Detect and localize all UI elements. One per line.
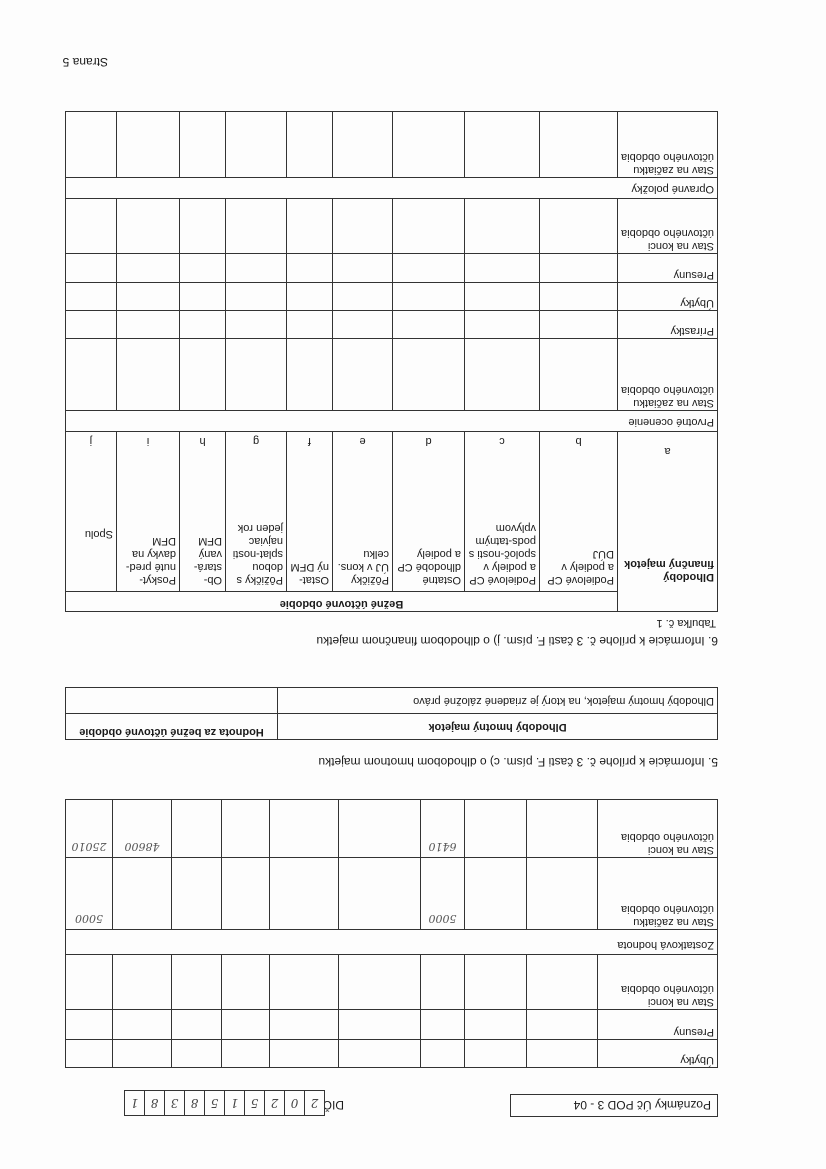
value-cell[interactable]: 25010 bbox=[66, 800, 113, 858]
value-cell[interactable] bbox=[270, 955, 339, 1010]
value-cell[interactable] bbox=[540, 199, 618, 254]
value-cell[interactable] bbox=[465, 858, 527, 930]
value-cell[interactable] bbox=[393, 199, 465, 254]
value-cell[interactable] bbox=[287, 339, 333, 411]
value-cell[interactable] bbox=[180, 112, 226, 178]
value-cell[interactable] bbox=[287, 199, 333, 254]
col-header-c bbox=[465, 432, 540, 592]
table-row bbox=[65, 283, 717, 311]
value-cell[interactable] bbox=[287, 311, 333, 339]
col-header-label: Ostat-ný DFM bbox=[290, 561, 329, 586]
value-cell[interactable] bbox=[180, 254, 226, 283]
col-header-label: Ob-stará-vaný DFM bbox=[193, 535, 222, 586]
dic-digit[interactable]: 3 bbox=[164, 1091, 184, 1115]
value-cell[interactable] bbox=[65, 254, 116, 283]
value-cell[interactable] bbox=[527, 1040, 598, 1068]
dic-label: DIČ bbox=[323, 1098, 344, 1112]
row-label: Stav na konci účtovného obdobia bbox=[618, 199, 718, 254]
value-cell[interactable] bbox=[465, 254, 540, 283]
value-cell[interactable] bbox=[333, 339, 393, 411]
value-cell[interactable] bbox=[527, 858, 598, 930]
row-label: Stav na začiatku účtovného obdobia bbox=[598, 858, 718, 930]
section5-title: 5. Informácie k prílohe č. 3 časti F. písm. c) o dlhodobom hmotnom majetku bbox=[318, 755, 718, 769]
col-letter: i bbox=[146, 435, 150, 447]
row-label: Presuny bbox=[598, 1010, 718, 1040]
value-cell[interactable] bbox=[117, 339, 180, 411]
value-cell[interactable] bbox=[65, 112, 116, 178]
col-header-h bbox=[180, 432, 226, 592]
value-cell[interactable] bbox=[339, 858, 421, 930]
value-cell[interactable] bbox=[180, 311, 226, 339]
value-cell[interactable] bbox=[339, 955, 421, 1010]
value-cell[interactable] bbox=[117, 199, 180, 254]
col-letter: b bbox=[575, 435, 582, 447]
value-cell[interactable] bbox=[226, 311, 287, 339]
value-cell[interactable] bbox=[333, 254, 393, 283]
value-cell[interactable] bbox=[465, 199, 540, 254]
col-letter: g bbox=[252, 435, 260, 447]
dic-digit[interactable]: 2 bbox=[264, 1091, 284, 1115]
value-cell[interactable] bbox=[270, 858, 339, 930]
value-cell[interactable] bbox=[226, 199, 287, 254]
table-row bbox=[66, 1040, 718, 1068]
section-label: Opravné položky bbox=[65, 178, 717, 199]
dic-digit[interactable]: 8 bbox=[184, 1091, 204, 1115]
value-cell[interactable] bbox=[172, 955, 222, 1010]
value-cell[interactable] bbox=[465, 800, 527, 858]
value-cell[interactable] bbox=[222, 858, 270, 930]
table-row bbox=[65, 311, 717, 339]
value-cell[interactable] bbox=[180, 283, 226, 311]
value-cell[interactable] bbox=[393, 311, 465, 339]
financial-assets-table bbox=[65, 111, 718, 612]
value-cell[interactable] bbox=[65, 199, 116, 254]
value-cell[interactable]: 6410 bbox=[421, 800, 465, 858]
value-cell[interactable] bbox=[180, 339, 226, 411]
value-cell[interactable] bbox=[465, 112, 540, 178]
value-cell[interactable] bbox=[172, 800, 222, 858]
row-label: Stav na konci účtovného obdobia bbox=[598, 800, 718, 858]
col-letter: d bbox=[425, 435, 432, 447]
value-cell[interactable] bbox=[117, 311, 180, 339]
value-cell[interactable] bbox=[270, 1040, 339, 1068]
value-cell[interactable] bbox=[113, 1040, 172, 1068]
value-cell[interactable]: 48600 bbox=[113, 800, 172, 858]
form-code-box: Poznámky Úč POD 3 - 04 bbox=[510, 1094, 718, 1117]
value-cell[interactable] bbox=[226, 283, 287, 311]
value-cell[interactable] bbox=[421, 1010, 465, 1040]
col-header-a: Dlhodobý finančný majetok a bbox=[618, 432, 718, 612]
dic-digit[interactable]: 1 bbox=[224, 1091, 244, 1115]
value-cell[interactable] bbox=[226, 254, 287, 283]
table-row bbox=[65, 199, 717, 254]
value-cell[interactable] bbox=[66, 955, 113, 1010]
value-cell[interactable] bbox=[66, 1010, 113, 1040]
value-cell[interactable] bbox=[226, 339, 287, 411]
row-label: Presuny bbox=[618, 254, 718, 283]
value-cell[interactable] bbox=[66, 1040, 113, 1068]
col-header-e bbox=[333, 432, 393, 592]
value-cell[interactable] bbox=[65, 283, 116, 311]
value-cell[interactable] bbox=[113, 955, 172, 1010]
value-cell[interactable] bbox=[287, 112, 333, 178]
row-value-pledged-assets[interactable] bbox=[66, 688, 278, 714]
col-header-b bbox=[540, 432, 618, 592]
value-cell[interactable] bbox=[465, 955, 527, 1010]
col-letter: e bbox=[359, 435, 366, 447]
col-header-g bbox=[226, 432, 287, 592]
period-header: Bežné účtovné obdobie bbox=[65, 592, 617, 612]
value-cell[interactable] bbox=[339, 1040, 421, 1068]
row-label: Stav na konci účtovného obdobia bbox=[598, 955, 718, 1010]
col-letter: j bbox=[89, 435, 93, 447]
value-cell[interactable] bbox=[393, 283, 465, 311]
page-number: Strana 5 bbox=[62, 55, 108, 69]
value-cell[interactable] bbox=[540, 339, 618, 411]
col-header-label: Podielové CP a podiely v spoloč-nosti s pods-tatným vplyvom bbox=[468, 522, 536, 586]
row-label: Úbytky bbox=[618, 283, 718, 311]
table-row bbox=[65, 254, 717, 283]
col-header-d bbox=[393, 432, 465, 592]
value-cell[interactable] bbox=[393, 112, 465, 178]
value-cell[interactable] bbox=[113, 858, 172, 930]
col-header-f bbox=[287, 432, 333, 592]
table-row bbox=[66, 955, 718, 1010]
value-cell[interactable] bbox=[540, 311, 618, 339]
value-cell[interactable] bbox=[465, 311, 540, 339]
col-header-label: Pôžičky s dobou splat-nosti najviac jeden rok bbox=[232, 522, 283, 586]
value-cell[interactable] bbox=[527, 955, 598, 1010]
col-header-i bbox=[117, 432, 180, 592]
dic-digit[interactable]: 8 bbox=[144, 1091, 164, 1115]
value-cell[interactable] bbox=[172, 858, 222, 930]
value-cell[interactable] bbox=[527, 800, 598, 858]
table-row bbox=[65, 112, 717, 178]
col-letter: f bbox=[307, 435, 312, 447]
row-label: Stav na začiatku účtovného obdobia bbox=[618, 339, 718, 411]
value-cell[interactable] bbox=[540, 112, 618, 178]
value-cell[interactable] bbox=[180, 199, 226, 254]
value-cell[interactable] bbox=[222, 1040, 270, 1068]
col-letter: h bbox=[199, 435, 206, 447]
value-cell[interactable] bbox=[333, 199, 393, 254]
value-cell[interactable] bbox=[226, 112, 287, 178]
value-cell[interactable] bbox=[339, 1010, 421, 1040]
value-cell[interactable] bbox=[117, 112, 180, 178]
value-cell[interactable] bbox=[65, 311, 116, 339]
row-label: Stav na začiatku účtovného obdobia bbox=[618, 112, 718, 178]
section-label: Prvotné ocenenie bbox=[65, 411, 717, 432]
value-cell[interactable] bbox=[222, 1010, 270, 1040]
col-header-value: Hodnota za bežné účtovné obdobie bbox=[66, 714, 278, 740]
col-header-label: Ostatné dlhodobé CP a podiely bbox=[397, 548, 461, 586]
value-cell[interactable] bbox=[393, 254, 465, 283]
tangible-assets-pledge-table bbox=[65, 687, 718, 740]
value-cell[interactable]: 5000 bbox=[66, 858, 113, 930]
value-cell[interactable] bbox=[421, 955, 465, 1010]
dic-digit[interactable]: 1 bbox=[130, 1096, 139, 1110]
value-cell[interactable] bbox=[465, 1010, 527, 1040]
value-cell[interactable] bbox=[465, 339, 540, 411]
value-cell[interactable] bbox=[540, 283, 618, 311]
table-row bbox=[66, 858, 718, 930]
dic-digit-boxes bbox=[124, 1090, 325, 1116]
col-header-asset: Dlhodobý hmotný majetok bbox=[278, 714, 718, 740]
value-cell[interactable] bbox=[465, 283, 540, 311]
value-cell[interactable] bbox=[270, 1010, 339, 1040]
value-cell[interactable] bbox=[117, 254, 180, 283]
table-row bbox=[65, 339, 717, 411]
value-cell[interactable] bbox=[172, 1040, 222, 1068]
value-cell[interactable] bbox=[113, 1010, 172, 1040]
dic-digit[interactable]: 2 bbox=[304, 1091, 324, 1115]
section6-title: 6. Informácie k prílohe č. 3 časti F. písm. j) o dlhodobom finančnom majetku bbox=[316, 634, 718, 648]
value-cell[interactable] bbox=[117, 283, 180, 311]
col-header-label: Pôžičky ÚJ v kons. celku bbox=[337, 548, 389, 586]
fixed-assets-table-continuation bbox=[65, 799, 718, 1068]
row-label: Úbytky bbox=[598, 1040, 718, 1068]
row-label-pledged-assets: Dlhodobý hmotný majetok, na ktorý je zriadené záložné právo bbox=[278, 688, 718, 714]
value-cell[interactable] bbox=[527, 1010, 598, 1040]
value-cell[interactable] bbox=[540, 254, 618, 283]
value-cell[interactable] bbox=[393, 339, 465, 411]
col-header-j bbox=[65, 432, 116, 592]
section-label-residual-value: Zostatková hodnota bbox=[66, 930, 718, 955]
col-letter-a: a bbox=[664, 445, 671, 457]
col-letter: c bbox=[499, 435, 505, 447]
value-cell[interactable] bbox=[333, 112, 393, 178]
value-cell[interactable] bbox=[465, 1040, 527, 1068]
value-cell[interactable] bbox=[172, 1010, 222, 1040]
value-cell[interactable] bbox=[270, 800, 339, 858]
value-cell[interactable] bbox=[333, 311, 393, 339]
dic-digit[interactable]: 5 bbox=[244, 1091, 264, 1115]
value-cell[interactable] bbox=[339, 800, 421, 858]
table-row bbox=[66, 800, 718, 858]
table-row bbox=[66, 1010, 718, 1040]
dic-digit[interactable]: 0 bbox=[284, 1091, 304, 1115]
col-header-label: Poskyt-nuté pred-davky na DFM bbox=[125, 535, 176, 586]
value-cell[interactable] bbox=[65, 339, 116, 411]
value-cell[interactable]: 5000 bbox=[421, 858, 465, 930]
value-cell[interactable] bbox=[222, 800, 270, 858]
value-cell[interactable] bbox=[287, 254, 333, 283]
row-label: Prírastky bbox=[618, 311, 718, 339]
col-header-label: Spolu bbox=[84, 528, 113, 540]
value-cell[interactable] bbox=[333, 283, 393, 311]
value-cell[interactable] bbox=[222, 955, 270, 1010]
dic-digit[interactable]: 5 bbox=[204, 1091, 224, 1115]
table-caption: Tabuľka č. 1 bbox=[656, 617, 716, 629]
value-cell[interactable] bbox=[287, 283, 333, 311]
value-cell[interactable] bbox=[421, 1040, 465, 1068]
col-header-label: Podielové CP a podiely v DÚJ bbox=[547, 548, 614, 586]
